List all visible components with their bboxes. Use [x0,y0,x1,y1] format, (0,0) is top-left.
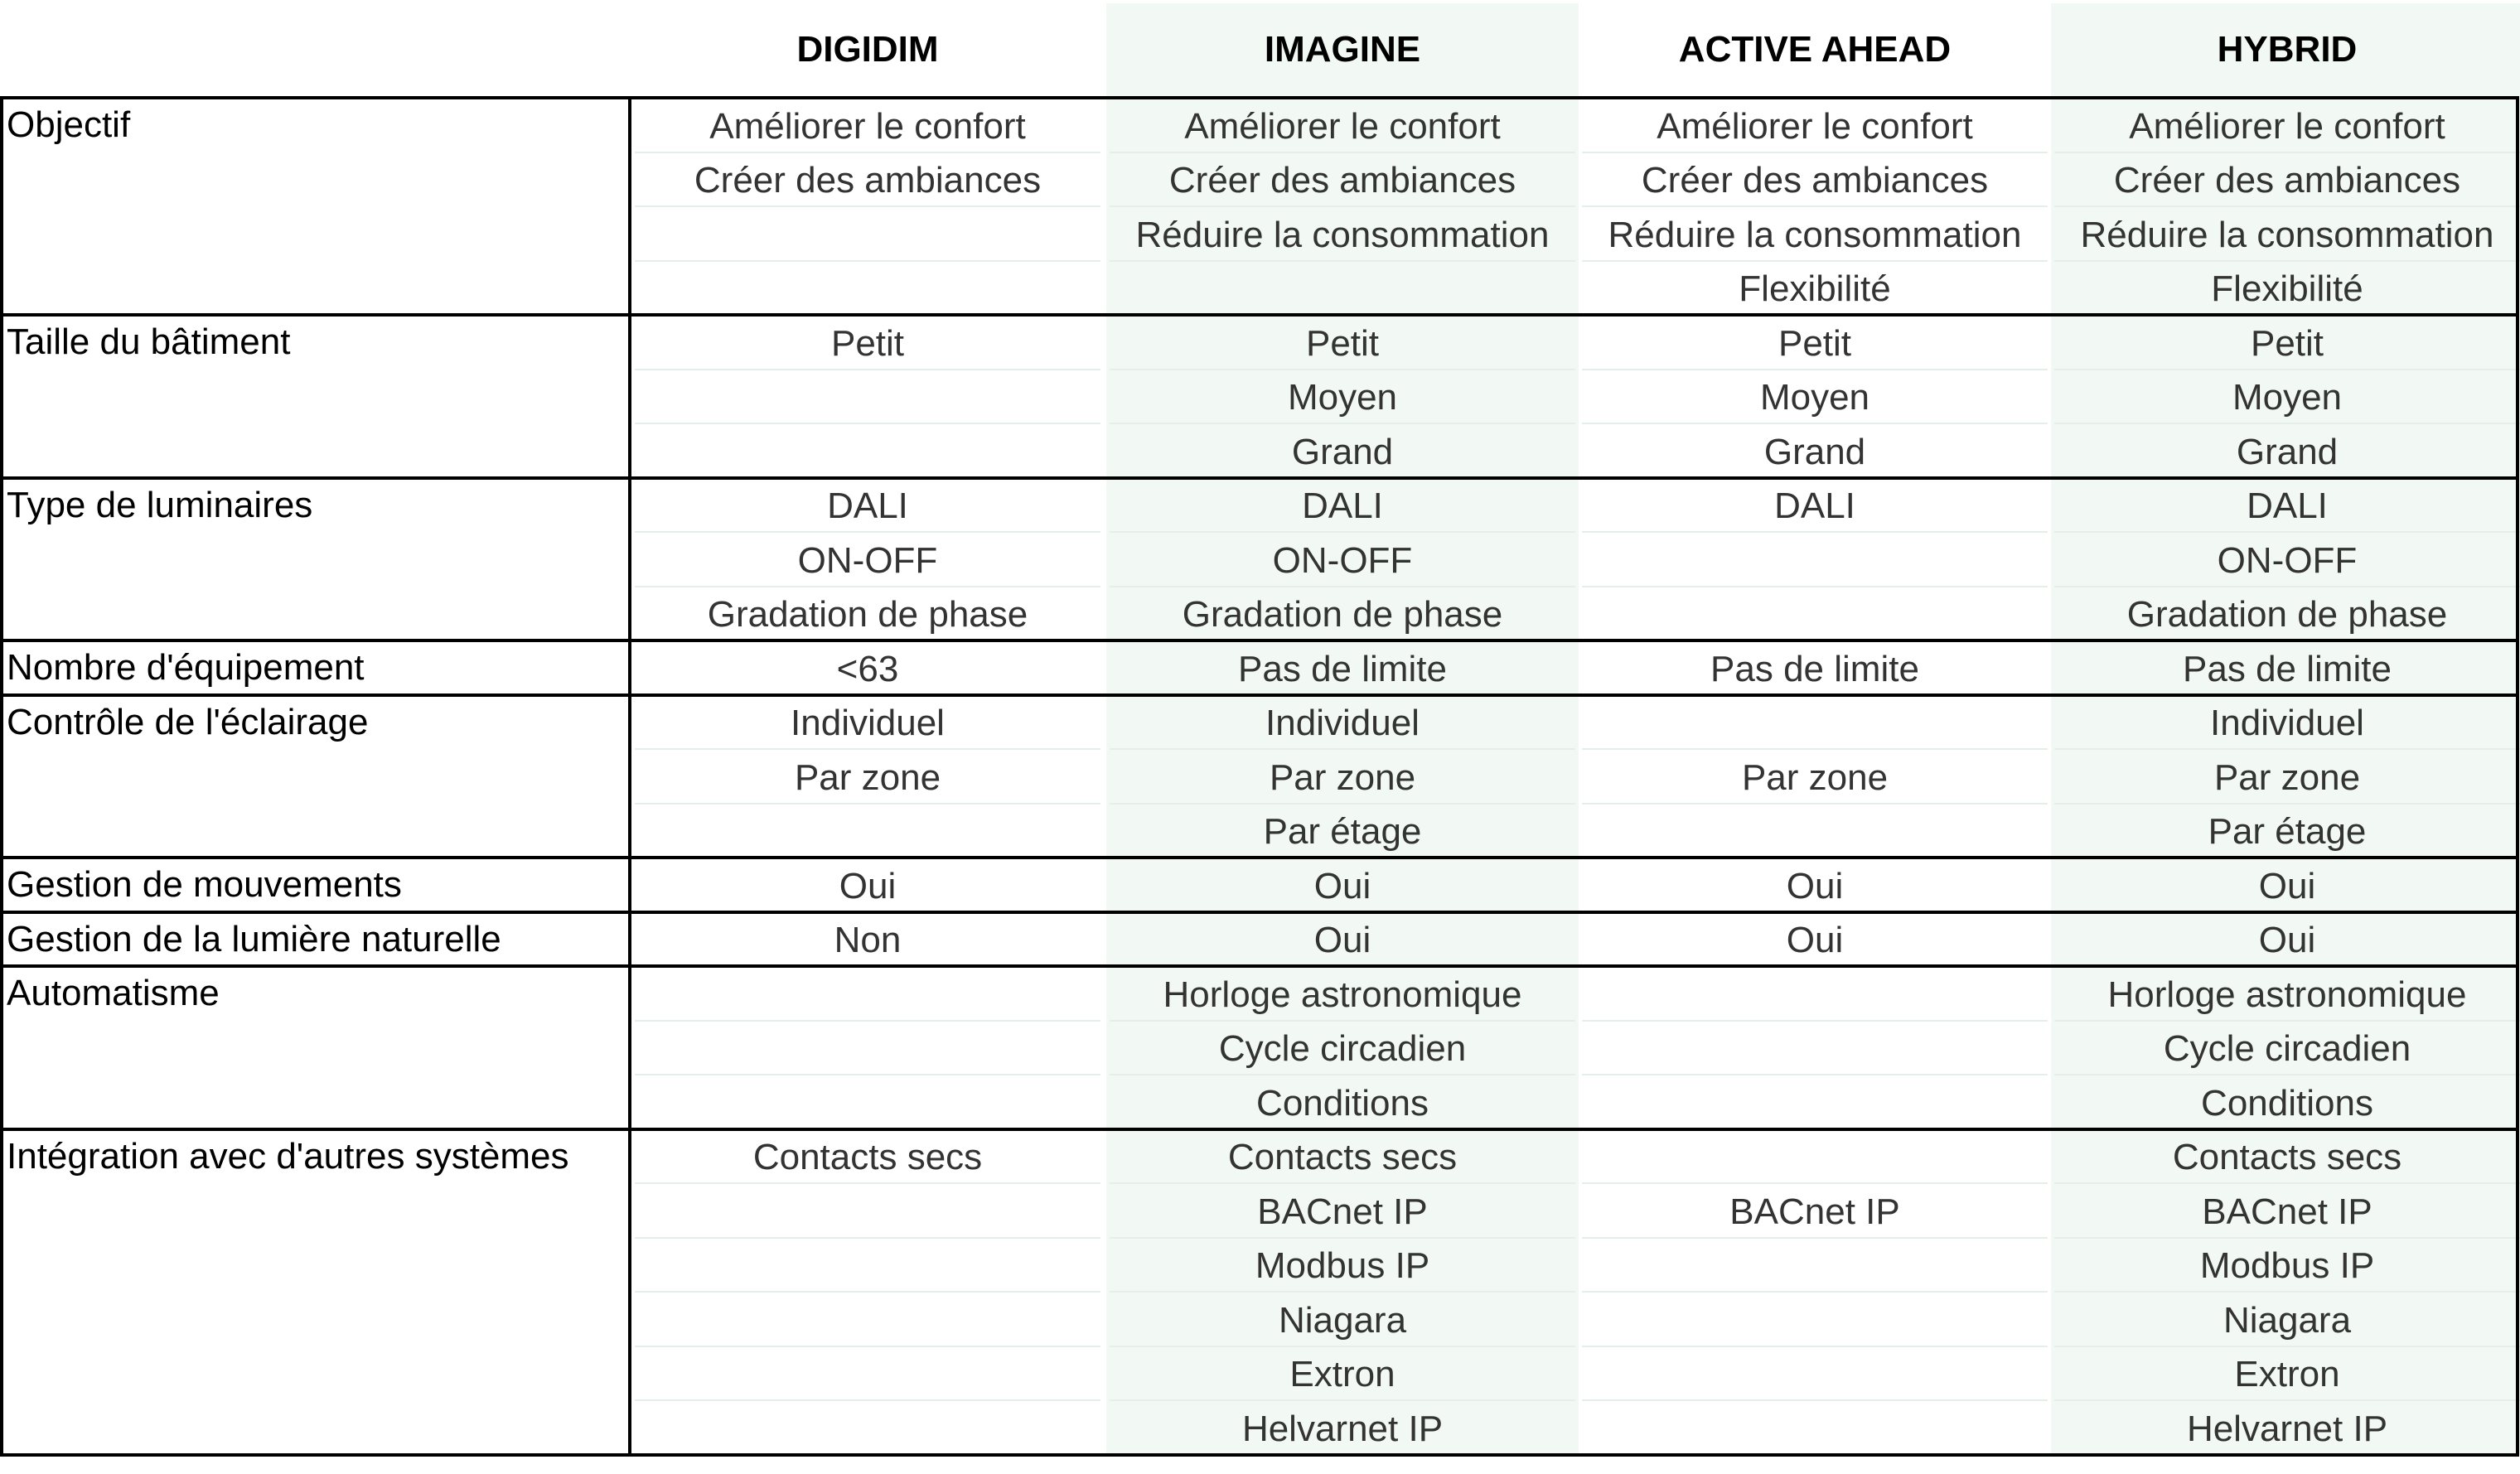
table-cell [1579,805,2051,859]
table-cell [631,1076,1104,1130]
row-separator [1582,260,2048,262]
row-label: Taille du bâtiment [7,321,291,362]
table-cell [631,425,1104,479]
table-cell: ON-OFF [2217,539,2358,581]
table-cell: Non [834,920,902,960]
table-cell: Pas de limite [1238,648,1447,689]
row-separator [635,748,1100,750]
table-cell: Horloge astronomique [1163,974,1522,1015]
row-separator [1110,1074,1575,1075]
table-cell [631,968,1104,1022]
row-separator [1110,1346,1575,1347]
row-separator [1110,803,1575,805]
table-cell: Helvarnet IP [2186,1408,2388,1449]
table-cell: DALI [1774,486,1855,526]
table-cell: Réduire la consommation [2080,214,2494,255]
table-cell: Améliorer le confort [1184,105,1501,147]
table-cell: Niagara [1278,1299,1407,1341]
row-separator [2054,1237,2520,1239]
table-cell: Helvarnet IP [1241,1408,1444,1449]
table-cell: Contacts secs [752,1137,983,1177]
row-separator [2054,205,2520,207]
table-cell: Par étage [2208,811,2367,852]
table-cell: Créer des ambiances [2113,160,2461,201]
row-separator [635,369,1100,370]
row-separator [1110,1237,1575,1239]
table-cell: DALI [2247,486,2328,526]
table-cell: Réduire la consommation [1608,214,2022,255]
table-vertical-border [628,96,631,1455]
table-cell: Créer des ambiances [1168,160,1516,201]
row-separator [2054,369,2520,370]
row-separator [2054,1346,2520,1347]
row-separator [1582,1346,2048,1347]
row-separator [635,531,1100,533]
table-cell: Créer des ambiances [1641,160,1989,201]
row-separator [1582,205,2048,207]
row-separator [2054,803,2520,805]
row-separator [2054,1182,2520,1184]
table-cell: Grand [1291,431,1394,472]
row-separator [2054,748,2520,750]
row-label: Type de luminaires [7,484,313,525]
table-cell: Flexibilité [2211,268,2363,309]
row-separator [1110,1291,1575,1293]
table-cell: Petit [830,322,905,364]
row-separator [1582,531,2048,533]
row-separator [635,1182,1100,1184]
table-vertical-border [2516,96,2519,1455]
row-separator [1110,152,1575,153]
column-header: HYBRID [2217,29,2358,70]
table-cell [1579,1240,2051,1293]
row-label: Intégration avec d'autres systèmes [7,1135,569,1177]
row-separator [1110,1020,1575,1022]
row-separator [2054,531,2520,533]
table-cell: <63 [836,648,899,689]
table-cell: Conditions [1256,1082,1429,1124]
table-cell [1579,1022,2051,1076]
table-cell: Moyen [2232,377,2343,418]
table-cell: Petit [1305,322,1380,364]
table-cell: Modbus IP [2199,1245,2375,1286]
row-separator [1582,803,2048,805]
row-separator [1582,1182,2048,1184]
table-cell [1579,534,2051,587]
table-cell [631,371,1104,425]
table-cell: Niagara [2223,1299,2352,1341]
row-label: Gestion de la lumière naturelle [7,918,501,959]
row-separator [1582,1291,2048,1293]
row-separator [1110,531,1575,533]
table-cell [1579,1402,2051,1456]
row-separator [2054,1291,2520,1293]
row-separator [1110,369,1575,370]
table-cell: Grand [1763,431,1866,472]
table-cell: Conditions [2201,1082,2373,1124]
row-separator [2054,1074,2520,1075]
table-cell [1579,1348,2051,1402]
row-label: Automatisme [7,973,220,1013]
row-separator [1110,423,1575,424]
table-cell [1106,263,1579,317]
table-cell: Individuel [2210,703,2364,743]
column-header: DIGIDIM [796,29,939,70]
row-separator [2054,423,2520,424]
row-separator [2054,1020,2520,1022]
row-separator [2054,260,2520,262]
row-separator [635,1291,1100,1293]
table-cell: Par zone [2213,756,2361,798]
table-cell: Réduire la consommation [1135,214,1550,255]
table-cell [631,805,1104,859]
row-separator [1110,260,1575,262]
row-separator [1582,152,2048,153]
table-cell: Horloge astronomique [2107,974,2467,1015]
table-cell: Par zone [1269,756,1416,798]
row-separator [1582,1074,2048,1075]
table-cell: Pas de limite [1710,648,1919,689]
table-cell [631,1022,1104,1076]
table-cell: Contacts secs [1227,1137,1458,1177]
table-cell: Moyen [1759,377,1870,418]
row-separator [1582,423,2048,424]
table-cell: Améliorer le confort [709,105,1026,147]
row-separator [1582,369,2048,370]
table-cell [631,1185,1104,1239]
table-cell: Individuel [1265,703,1420,743]
row-separator [1110,1399,1575,1401]
row-label: Nombre d'équipement [7,647,365,688]
row-label: Objectif [7,104,131,145]
row-separator [635,1346,1100,1347]
table-cell: Oui [1786,920,1844,960]
row-separator [1110,1182,1575,1184]
table-cell [631,263,1104,317]
row-separator [635,152,1100,153]
table-vertical-border [0,96,3,1455]
table-cell: Par zone [794,756,941,798]
table-cell: Oui [2258,920,2316,960]
table-cell [1579,588,2051,642]
table-cell: Oui [839,865,897,906]
table-cell [1579,697,2051,751]
table-cell: Extron [2234,1354,2340,1394]
table-cell [1579,968,2051,1022]
table-cell: Cycle circadien [1218,1028,1467,1069]
column-header: IMAGINE [1264,29,1421,70]
row-separator [635,1020,1100,1022]
row-separator [635,260,1100,262]
table-cell [631,1240,1104,1293]
table-cell: Petit [1778,322,1852,364]
table-cell: Flexibilité [1739,268,1891,309]
row-separator [1582,1020,2048,1022]
table-cell: Cycle circadien [2163,1028,2411,1069]
table-cell: Contacts secs [2172,1137,2402,1177]
table-cell: Créer des ambiances [694,160,1042,201]
table-cell: ON-OFF [1272,539,1413,581]
row-separator [635,586,1100,587]
table-cell: Pas de limite [2183,648,2392,689]
table-cell: Gradation de phase [1182,594,1503,635]
table-cell: Grand [2236,431,2339,472]
row-separator [635,1399,1100,1401]
row-separator [2054,1399,2520,1401]
table-cell: DALI [1302,486,1383,526]
row-separator [635,205,1100,207]
table-cell: Moyen [1287,377,1398,418]
table-bottom-border [0,1453,2519,1457]
row-separator [2054,152,2520,153]
table-cell: Oui [1313,920,1371,960]
row-separator [1110,748,1575,750]
column-header: ACTIVE AHEAD [1678,29,1952,70]
table-cell: BACnet IP [1729,1191,1900,1232]
row-label: Gestion de mouvements [7,864,402,905]
table-cell [1579,1293,2051,1347]
row-separator [1582,1237,2048,1239]
table-cell: BACnet IP [2202,1191,2372,1232]
table-cell: DALI [827,486,908,526]
row-label: Contrôle de l'éclairage [7,701,369,742]
table-cell: BACnet IP [1257,1191,1428,1232]
row-separator [635,423,1100,424]
row-separator [635,803,1100,805]
table-cell: Modbus IP [1255,1245,1430,1286]
table-cell: Gradation de phase [2126,594,2448,635]
row-separator [1582,586,2048,587]
table-cell: Individuel [791,703,945,743]
table-cell: Petit [2250,322,2324,364]
table-cell [1579,1131,2051,1185]
row-separator [635,1074,1100,1075]
row-separator [2054,586,2520,587]
row-separator [1582,1399,2048,1401]
table-cell: Oui [1786,865,1844,906]
table-cell [631,1348,1104,1402]
table-cell [631,1293,1104,1347]
row-separator [1582,748,2048,750]
table-cell [631,1402,1104,1456]
row-separator [1110,586,1575,587]
table-cell [1579,1076,2051,1130]
row-separator [1110,205,1575,207]
table-cell: ON-OFF [797,539,938,581]
table-cell: Oui [2258,865,2316,906]
table-cell: Extron [1289,1354,1395,1394]
row-separator [635,1237,1100,1239]
table-cell [631,208,1104,262]
table-cell: Gradation de phase [707,594,1028,635]
table-cell: Par étage [1263,811,1422,852]
table-cell: Par zone [1741,756,1889,798]
table-cell: Oui [1313,865,1371,906]
table-cell: Améliorer le confort [2129,105,2445,147]
table-cell: Améliorer le confort [1657,105,1973,147]
